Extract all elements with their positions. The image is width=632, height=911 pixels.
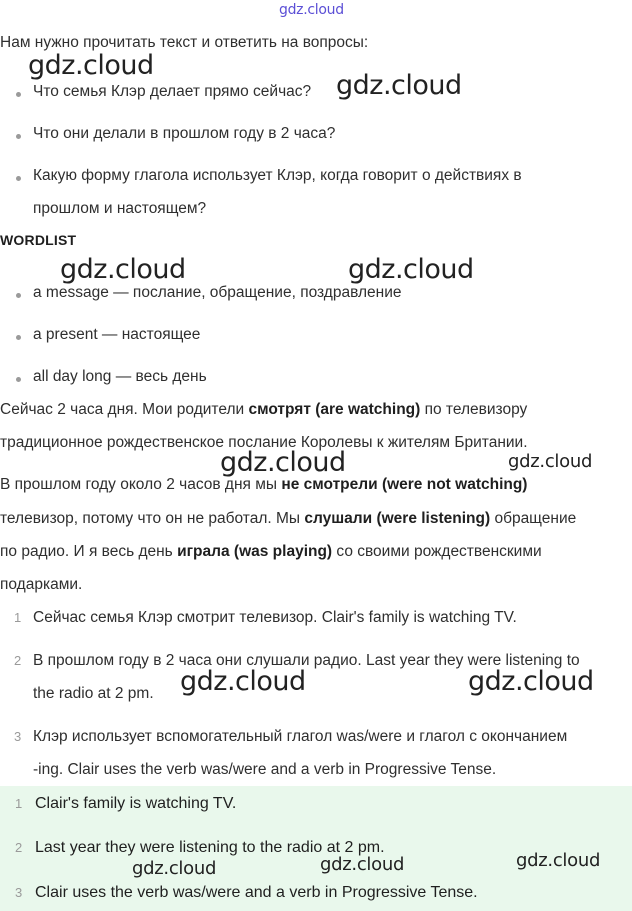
para1-line2: традиционное рождественское послание Королевы к жителям Британии. — [0, 434, 528, 451]
watermark: gdz.cloud — [28, 50, 154, 81]
word-2: a present — настоящее — [33, 326, 201, 343]
bold-phrase: слушали (were listening) — [304, 510, 491, 527]
bullet-icon — [16, 92, 21, 97]
answer-2: В прошлом году в 2 часа они слушали радио. Last year they were listening to — [33, 652, 580, 669]
answer-number: 2 — [15, 840, 23, 855]
bullet-icon — [16, 176, 21, 181]
answer-3-cont: -ing. Clair uses the verb was/were and a verb in Progressive Tense. — [33, 761, 497, 778]
para2-line1: В прошлом году около 2 часов дня мы не смотрели (were not watching) — [0, 476, 528, 493]
watermark: gdz.cloud — [60, 254, 186, 285]
answer-number: 1 — [15, 796, 23, 811]
answer-1: Сейчас семья Клэр смотрит телевизор. Clair's family is watching TV. — [33, 609, 517, 626]
highlight-answer-2: Last year they were listening to the radio at 2 pm. — [35, 839, 385, 856]
answer-number: 3 — [14, 729, 22, 744]
bold-phrase: играла (was playing) — [177, 543, 333, 560]
wordlist-heading: WORDLIST — [0, 232, 77, 248]
watermark-top: gdz.cloud — [279, 2, 344, 18]
watermark: gdz.cloud — [320, 854, 405, 875]
highlight-answer-1: Clair's family is watching TV. — [35, 795, 237, 812]
watermark: gdz.cloud — [132, 858, 217, 879]
question-1: Что семья Клэр делает прямо сейчас? — [33, 83, 312, 100]
watermark: gdz.cloud — [508, 451, 593, 472]
intro-text: Нам нужно прочитать текст и ответить на вопросы: — [0, 34, 369, 51]
watermark: gdz.cloud — [348, 254, 474, 285]
bold-phrase: не смотрели (were not watching) — [281, 476, 528, 493]
para1-line1: Сейчас 2 часа дня. Мои родители смотрят (are watching) по телевизору — [0, 401, 528, 418]
answer-number: 1 — [14, 610, 22, 625]
watermark: gdz.cloud — [180, 666, 306, 697]
para2-line3: по радио. И я весь день играла (was playing) со своими рождественскими — [0, 543, 542, 560]
answer-number: 2 — [14, 653, 22, 668]
bullet-icon — [16, 377, 21, 382]
answer-3: Клэр использует вспомогательный глагол was/were и глагол с окончанием — [33, 728, 568, 745]
highlight-answer-3: Clair uses the verb was/were and a verb in Progressive Tense. — [35, 884, 478, 901]
para2-line2: телевизор, потому что он не работал. Мы слушали (were listening) обращение — [0, 510, 577, 527]
bullet-icon — [16, 335, 21, 340]
watermark: gdz.cloud — [220, 447, 346, 478]
para2-line4: подарками. — [0, 576, 83, 593]
word-1: a message — послание, обращение, поздравление — [33, 284, 402, 301]
watermark: gdz.cloud — [516, 850, 601, 871]
bold-phrase: смотрят (are watching) — [248, 401, 421, 418]
watermark: gdz.cloud — [336, 70, 462, 101]
answer-2-cont: the radio at 2 pm. — [33, 685, 154, 702]
word-3: all day long — весь день — [33, 368, 207, 385]
bullet-icon — [16, 134, 21, 139]
answer-number: 3 — [15, 885, 23, 900]
watermark: gdz.cloud — [468, 666, 594, 697]
question-3-cont: прошлом и настоящем? — [33, 200, 207, 217]
question-3: Какую форму глагола использует Клэр, когда говорит о действиях в — [33, 167, 522, 184]
question-2: Что они делали в прошлом году в 2 часа? — [33, 125, 336, 142]
bullet-icon — [16, 293, 21, 298]
